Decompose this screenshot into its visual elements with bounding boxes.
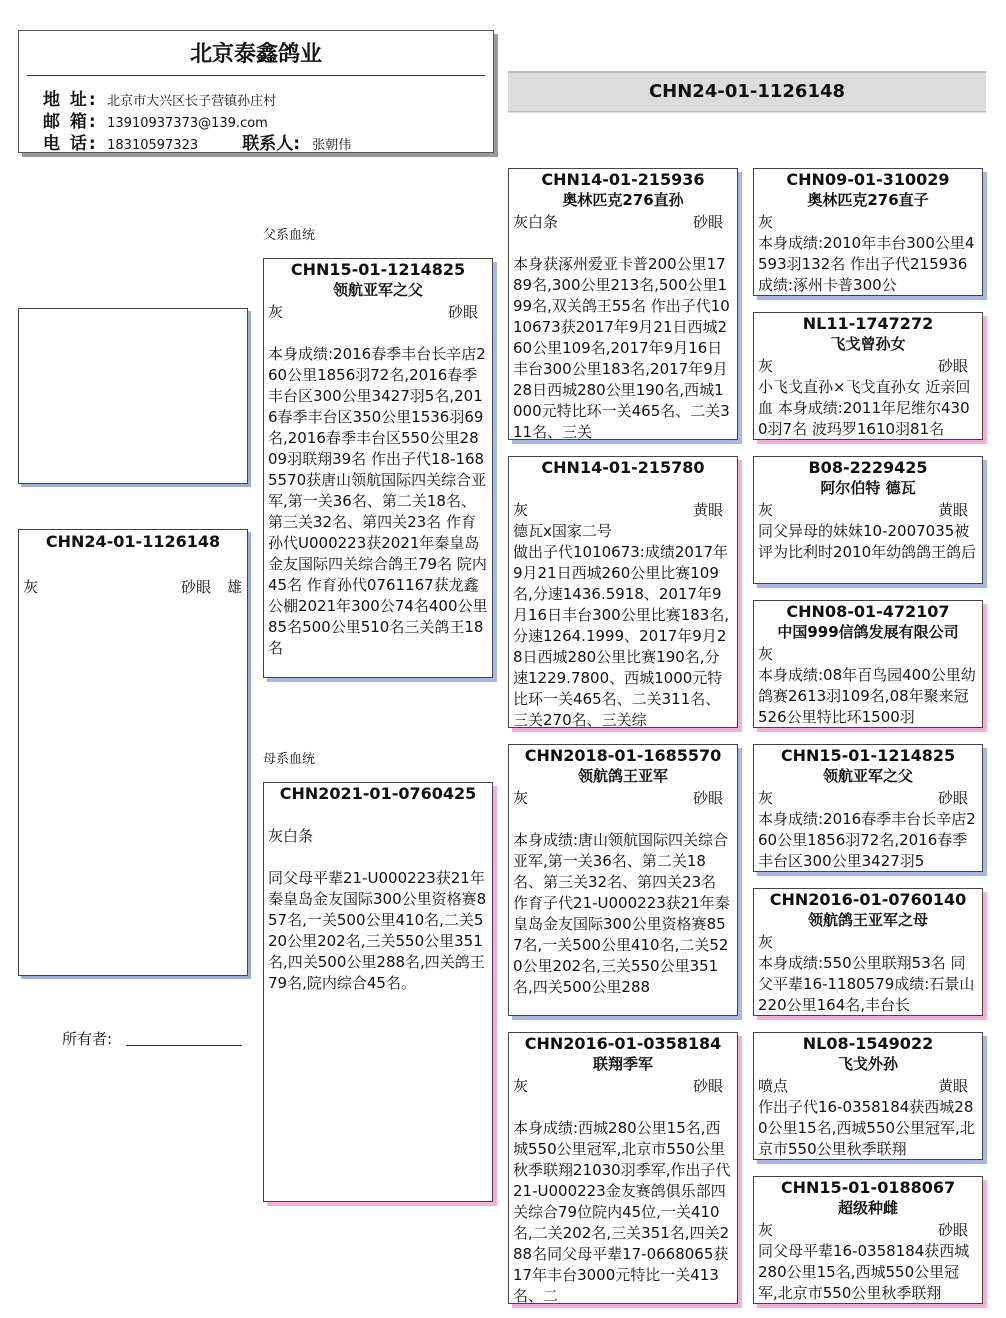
eye-type: 砂眼 — [937, 1221, 968, 1239]
feather-color: 灰 — [513, 789, 529, 807]
performance-notes: 本身获涿州爱亚卡普200公里1789名,300公里213名,500公里199名,双关鸽王55名 作出子代1010673获2017年9月21日西城260公里109名,2017年9月16日丰台300公里183名,2017年9月28日西城280公里190名,西城1000元特比环一关465名、二关311名、三关 — [513, 255, 730, 440]
ggp-card-5 — [753, 744, 983, 872]
subject-sex: 雄 — [227, 578, 243, 596]
phone-row — [43, 129, 351, 154]
eye-type: 砂眼 — [692, 1077, 723, 1095]
ggp-card-8 — [753, 1176, 983, 1304]
ring-number: CHN14-01-215936 — [541, 170, 705, 189]
spacer — [509, 809, 737, 830]
pigeon-name: 奥林匹克276直子 — [807, 191, 929, 209]
ring-number: CHN09-01-310029 — [786, 170, 950, 189]
color-eye-row — [509, 787, 737, 809]
ggp-card-1 — [753, 168, 983, 296]
subject-color: 灰 — [23, 578, 39, 596]
ring-number: B08-2229425 — [808, 458, 928, 477]
color-eye-row — [509, 499, 737, 521]
ring-number: CHN08-01-472107 — [786, 602, 950, 621]
ring-number: NL08-1549022 — [802, 1034, 934, 1053]
performance-notes: 本身成绩:2010年丰台300公里4593羽132名 作出子代215936成绩:涿州卡普300公 — [758, 234, 975, 294]
feather-color: 灰 — [758, 1221, 774, 1239]
eye-type: 砂眼 — [692, 789, 723, 807]
performance-notes: 本身成绩:唐山领航国际四关综合亚军,第一关36名、第二关18名、第三关32名、第四关23名 作育子代21-U000223获21年秦皇岛金友国际300公里资格赛857名,一关500公里410名,二关520公里202名,三关550公里351名,四关500公里288 — [513, 831, 730, 996]
pigeon-name: 阿尔伯特 德瓦 — [820, 479, 916, 497]
eye-type: 黄眼 — [937, 501, 968, 519]
feather-color: 灰 — [758, 357, 774, 375]
header-divider — [27, 75, 485, 76]
ggp-card-3 — [753, 456, 983, 584]
address-value: 北京市大兴区长子营镇孙庄村 — [107, 94, 277, 109]
feather-color: 灰 — [758, 933, 774, 951]
performance-notes: 本身成绩:2016春季丰台长辛店260公里1856羽72名,2016春季丰台区300公里3427羽5 — [758, 810, 976, 870]
spacer — [509, 233, 737, 254]
feather-color: 灰 — [758, 789, 774, 807]
granddam-maternal-card — [508, 1032, 738, 1304]
feather-color: 灰 — [758, 645, 774, 663]
contact-value: 张朝伟 — [312, 138, 352, 153]
color-eye-row — [754, 1219, 982, 1241]
spacer — [264, 847, 492, 868]
pigeon-name: 领航亚军之父 — [332, 281, 423, 299]
grandsire-maternal-card — [508, 744, 738, 1016]
email-label: 邮 箱: — [43, 112, 98, 132]
feather-color: 喷点 — [758, 1077, 789, 1095]
ring-number: NL11-1747272 — [802, 314, 934, 333]
pigeon-name: 飞戈外孙 — [837, 1055, 898, 1073]
eye-type: 砂眼 — [937, 789, 968, 807]
dam-card — [263, 782, 493, 1202]
ring-number: CHN2016-01-0358184 — [524, 1034, 722, 1053]
contact-label: 联系人: — [242, 134, 301, 154]
color-eye-row — [754, 355, 982, 377]
color-eye-row — [509, 211, 737, 233]
color-eye-row — [264, 825, 492, 847]
pedigree-title: CHN24-01-1126148 — [508, 71, 986, 113]
eye-type: 黄眼 — [937, 1077, 968, 1095]
performance-notes: 本身成绩:08年百鸟园400公里幼鸽赛2613羽109名,08年聚来冠526公里特比环1500羽 — [758, 666, 976, 726]
performance-notes: 作出子代16-0358184获西城280公里15名,西城550公里冠军,北京市550公里秋季联翔 — [758, 1098, 975, 1158]
color-eye-row — [754, 211, 982, 233]
eye-type: 砂眼 — [447, 303, 478, 321]
sire-line-label: 父系血统 — [263, 228, 316, 243]
title-divider — [508, 112, 986, 113]
pigeon-name — [509, 478, 737, 499]
feather-color: 灰白条 — [268, 827, 314, 845]
pedigree-note: 德瓦x国家二号 — [513, 522, 612, 540]
email-value: 13910937373@139.com — [107, 116, 268, 131]
ring-number: CHN2021-01-0760425 — [279, 784, 477, 803]
feather-color: 灰白条 — [513, 213, 559, 231]
color-eye-row — [754, 643, 982, 665]
pigeon-name: 中国999信鸽发展有限公司 — [777, 623, 959, 641]
performance-notes: 同父异母的妹妹10-2007035被评为比利时2010年幼鸽鸽王鸽后 — [758, 522, 977, 561]
phone-value: 18310597323 — [107, 138, 199, 153]
dam-line-label: 母系血统 — [263, 752, 316, 767]
pigeon-name: 领航亚军之父 — [822, 767, 913, 785]
color-eye-row — [754, 787, 982, 809]
spacer — [264, 804, 492, 825]
ggp-card-2 — [753, 312, 983, 440]
performance-notes: 本身成绩:西城280公里15名,西城550公里冠军,北京市550公里秋季联翔21030羽季军,作出子代21-U000223金友赛鸽俱乐部四关综合79位院内45位,一关410名,二关202名,三关351名,四关288名同父母平辈17-0668065获17年丰台3000元特比一关413名、二 — [513, 1119, 731, 1304]
subject-ring-number: CHN24-01-1126148 — [45, 532, 221, 551]
address-label: 地 址: — [43, 90, 98, 110]
owner-label: 所有者: — [62, 1030, 113, 1048]
pigeon-name: 领航鸽王亚军之母 — [807, 911, 928, 929]
eye-type: 黄眼 — [692, 501, 723, 519]
breeder-info-box — [18, 30, 494, 153]
ggp-card-7 — [753, 1032, 983, 1160]
eye-type: 砂眼 — [937, 357, 968, 375]
color-eye-row — [509, 1075, 737, 1097]
feather-color: 灰 — [513, 1077, 529, 1095]
color-eye-row — [754, 499, 982, 521]
ggp-card-6 — [753, 888, 983, 1016]
feather-color: 灰 — [268, 303, 284, 321]
breeder-name: 北京泰鑫鸽业 — [189, 42, 322, 67]
ring-number: CHN15-01-1214825 — [780, 746, 956, 765]
ggp-card-4 — [753, 600, 983, 728]
feather-color: 灰 — [758, 213, 774, 231]
pigeon-name: 飞戈曾孙女 — [830, 335, 906, 353]
ring-number: CHN15-01-0188067 — [780, 1178, 956, 1197]
color-eye-row — [754, 931, 982, 953]
pigeon-name: 超级种雌 — [837, 1199, 898, 1217]
spacer — [264, 323, 492, 344]
color-eye-row — [264, 301, 492, 323]
granddam-paternal-card — [508, 456, 738, 728]
pigeon-name: 领航鸽王亚军 — [577, 767, 668, 785]
pigeon-name: 奥林匹克276直孙 — [562, 191, 684, 209]
phone-label: 电 话: — [43, 134, 98, 154]
ring-number: CHN2016-01-0760140 — [769, 890, 967, 909]
subject-eye: 砂眼 — [181, 578, 212, 596]
owner-signature-line — [126, 1045, 242, 1046]
pigeon-photo-frame — [18, 308, 248, 484]
subject-card — [18, 529, 248, 976]
feather-color: 灰 — [758, 501, 774, 519]
ring-number: CHN15-01-1214825 — [290, 260, 466, 279]
sire-card — [263, 258, 493, 678]
pigeon-name: 联翔季军 — [592, 1055, 653, 1073]
performance-notes: 本身成绩:2016春季丰台长辛店260公里1856羽72名,2016春季丰台区300公里3427羽5名,2016春季丰台区350公里1536羽69名,2016春季丰台区550公里2809羽联翔39名 作出子代18-1685570获唐山领航国际四关综合亚军,第一关36名、第二关18名、第三关32名、第四关23名 作育孙代U000223获2021年秦皇岛金友国际四关综合鸽王79名 院内45名 作育孙代0761167获龙鑫公棚2021年300公74名400公里85名500公里510名三关鸽王18名 — [268, 345, 488, 657]
eye-type: 砂眼 — [692, 213, 723, 231]
color-eye-row — [754, 1075, 982, 1097]
ring-number: CHN2018-01-1685570 — [524, 746, 722, 765]
ring-number: CHN14-01-215780 — [541, 458, 705, 477]
performance-notes: 同父母平辈21-U000223获21年秦皇岛金友国际300公里资格赛857名,一关500公里410名,二关520公里202名,三关550公里351名,四关500公里288名,四关鸽王79名,院内综合45名。 — [268, 869, 487, 992]
performance-notes: 同父母平辈16-0358184获西城280公里15名,西城550公里冠军,北京市550公里秋季联翔 — [758, 1242, 970, 1302]
performance-notes: 本身成绩:550公里联翔53名 同父平辈16-1180579成绩:石景山220公里164名,丰台长 — [758, 954, 975, 1014]
performance-notes: 做出子代1010673:成绩2017年9月21日西城260公里比赛109名,分速1436.5918、2017年9月16日丰台300公里比赛183名,分速1264.1999、2017年9月28日西城280公里比赛190名,分速1229.7800、西城1000元特比环一关465名、二关311名、三关270名、三关综 — [513, 543, 730, 728]
spacer — [509, 1097, 737, 1118]
grandsire-paternal-card — [508, 168, 738, 440]
performance-notes: 小飞戈直孙×飞戈直孙女 近亲回血 本身成绩:2011年尼维尔4300羽7名 波玛罗1610羽81名 — [758, 378, 971, 438]
feather-color: 灰 — [513, 501, 529, 519]
